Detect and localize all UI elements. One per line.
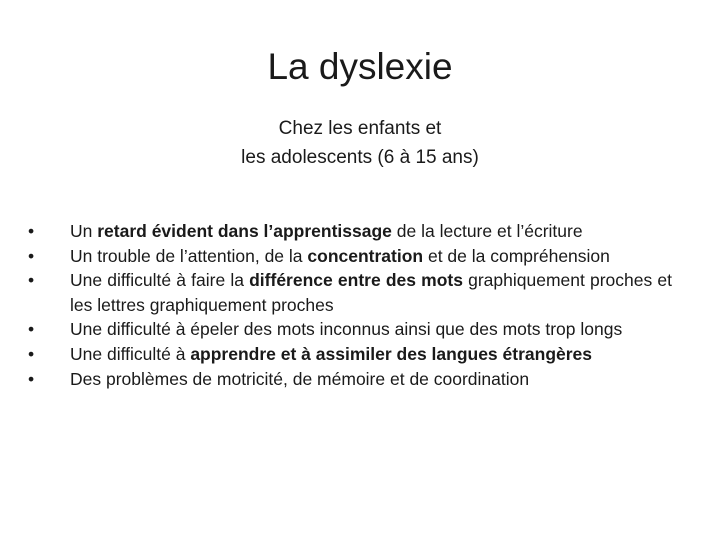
- bullet-item: [28, 244, 672, 269]
- subtitle-line: Chez les enfants et: [278, 118, 442, 139]
- bullet-emphasis-text: apprendre et à assimiler des langues étrangères: [190, 343, 593, 364]
- bullet-text: Une difficulté à épeler des mots inconnus ainsi que des mots trop longs: [70, 319, 623, 340]
- bullet-item: [28, 342, 672, 367]
- bullet-item: [28, 367, 672, 392]
- slide-subtitle: [0, 114, 720, 172]
- bullet-point-icon: •: [28, 343, 35, 364]
- bullet-text: Une difficulté à faire la: [70, 270, 250, 291]
- subtitle-line: les adolescents (6 à 15 ans): [241, 147, 479, 168]
- bullet-point-icon: •: [28, 245, 35, 266]
- bullet-text: graphiquement proches et les lettres graphiquement proches: [70, 270, 672, 315]
- bullet-text: Un trouble de l’attention, de la: [70, 245, 308, 266]
- bullet-emphasis-text: retard évident dans l’apprentissage: [97, 221, 392, 241]
- bullet-text: Des problèmes de motricité, de mémoire et de coordination: [70, 368, 530, 389]
- bullet-point-icon: •: [28, 368, 35, 389]
- bullet-list: [28, 219, 672, 391]
- bullet-item: [28, 219, 672, 244]
- bullet-text: et de la compréhension: [423, 245, 610, 266]
- bullet-text: Un: [70, 221, 98, 241]
- slide-title: La dyslexie: [267, 46, 453, 87]
- bullet-point-icon: •: [28, 319, 35, 340]
- bullet-text: de la lecture et l’écriture: [391, 221, 583, 241]
- bullet-item: [28, 317, 672, 342]
- bullet-point-icon: •: [28, 221, 35, 241]
- bullet-emphasis-text: différence entre des mots: [249, 270, 463, 291]
- bullet-point-icon: •: [28, 270, 35, 291]
- bullet-emphasis-text: concentration: [307, 245, 424, 266]
- bullet-item: [28, 268, 672, 317]
- bullet-text: Une difficulté à: [70, 343, 191, 364]
